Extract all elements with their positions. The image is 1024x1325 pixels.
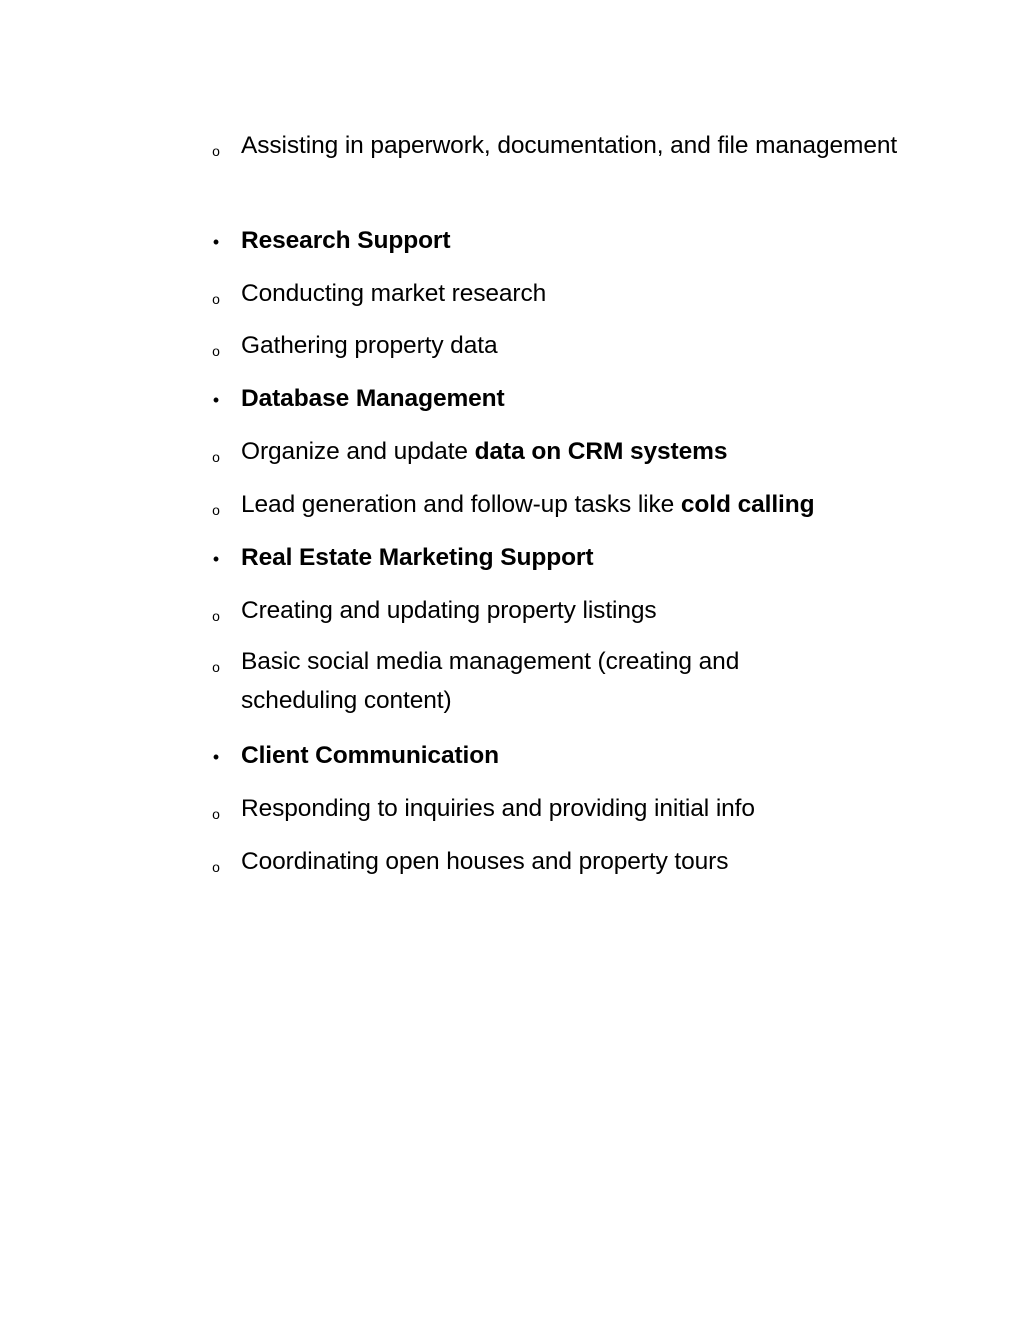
list-item-text [241,485,901,524]
list-item-plain-text: Lead generation and follow-up tasks like [241,491,681,518]
section-heading-database-management: Database Management [241,385,505,412]
main-bullet-marker: • [212,390,220,410]
main-bullet-marker: • [212,549,220,569]
list-item-text [241,432,901,471]
list-item-bold-text: data on CRM systems [474,438,728,465]
list-item-text: Coordinating open houses and property tours [241,848,729,875]
list-item-text: Basic social media management (creating and scheduling content) [241,648,740,714]
sub-bullet-marker: o [212,502,220,518]
list-item-bold-text: cold calling [680,491,815,518]
sub-bullet-marker: o [212,449,220,465]
list-item-text: Responding to inquiries and providing initial info [241,795,755,822]
sub-bullet-marker: o [212,659,220,675]
list-item-text: Gathering property data [241,332,498,359]
list-item-text: Creating and updating property listings [241,597,657,624]
sub-bullet-marker: o [212,608,220,624]
sub-bullet-marker: o [212,806,220,822]
list-item-plain-text: Organize and update [241,438,475,465]
sub-bullet-marker: o [212,343,220,359]
list-item-text: Assisting in paperwork, documentation, and file management [241,132,898,159]
section-heading-client-communication: Client Communication [241,742,499,769]
sub-bullet-marker: o [212,859,220,875]
main-bullet-marker: • [212,747,220,767]
sub-bullet-marker: o [212,143,220,159]
section-heading-real-estate-marketing-support: Real Estate Marketing Support [241,544,594,571]
section-heading-research-support: Research Support [241,227,451,254]
list-item-text: Conducting market research [241,280,547,307]
main-bullet-marker: • [212,232,220,252]
sub-bullet-marker: o [212,291,220,307]
